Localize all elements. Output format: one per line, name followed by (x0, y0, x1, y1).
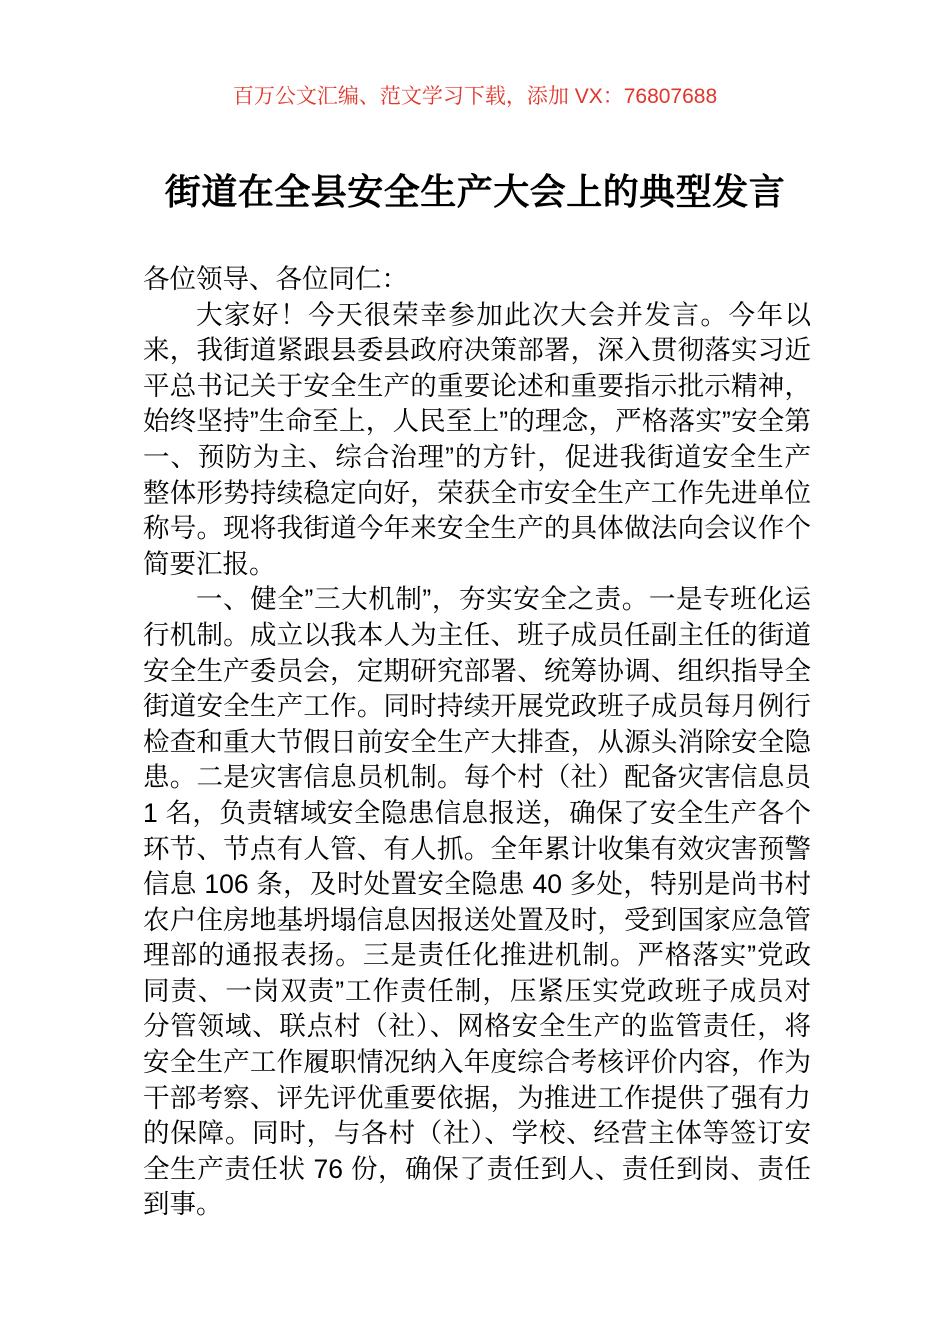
paragraph-salutation: 各位领导、各位同仁： (143, 264, 408, 294)
promo-banner: 百万公文汇编、范文学习下载，添加 VX：76807688 (232, 85, 718, 108)
paragraph-introduction: 大家好！今天很荣幸参加此次大会并发言。今年以来，我街道紧跟县委县政府决策部署，深入贯彻落实习近平总书记关于安全生产的重要论述和重要指示批示精神，始终坚持”生命至上，人民至上”的理念，严格落实”安全第一、预防为主、综合治理”的方针，促进我街道安全生产整体形势持续稳定向好，荣获全市安全生产工作先进单位称号。现将我街道今年来安全生产的具体做法向会议作个简要汇报。 (143, 299, 811, 579)
document-body (143, 262, 811, 1223)
document-title: 街道在全县安全生产大会上的典型发言 (164, 171, 786, 212)
paragraph-section-one: 一、健全”三大机制”，夯实安全之责。一是专班化运行机制。成立以我本人为主任、班子成员任副主任的街道安全生产委员会，定期研究部署、统筹协调、组织指导全街道安全生产工作。同时持续开展党政班子成员每月例行检查和重大节假日前安全生产大排查，从源头消除安全隐患。二是灾害信息员机制。每个村（社）配备灾害信息员 1 名，负责辖域安全隐患信息报送，确保了安全生产各个环节、节点有人管、有人抓。全年累计收集有效灾害预警信息 106 条，及时处置安全隐患 40 多处，特别是尚书村农户住房地基坍塌信息因报送处置及时，受到国家应急管理部的通报表扬。三是责任化推进机制。严格落实”党政同责、一岗双责”工作责任制，压紧压实党政班子成员对分管领域、联点村（社）、网格安全生产的监管责任，将安全生产工作履职情况纳入年度综合考核评价内容，作为干部考察、评先评优重要依据，为推进工作提供了强有力的保障。同时，与各村（社）、学校、经营主体等签订安全生产责任状 76 份，确保了责任到人、责任到岗、责任到事。 (143, 584, 811, 1220)
